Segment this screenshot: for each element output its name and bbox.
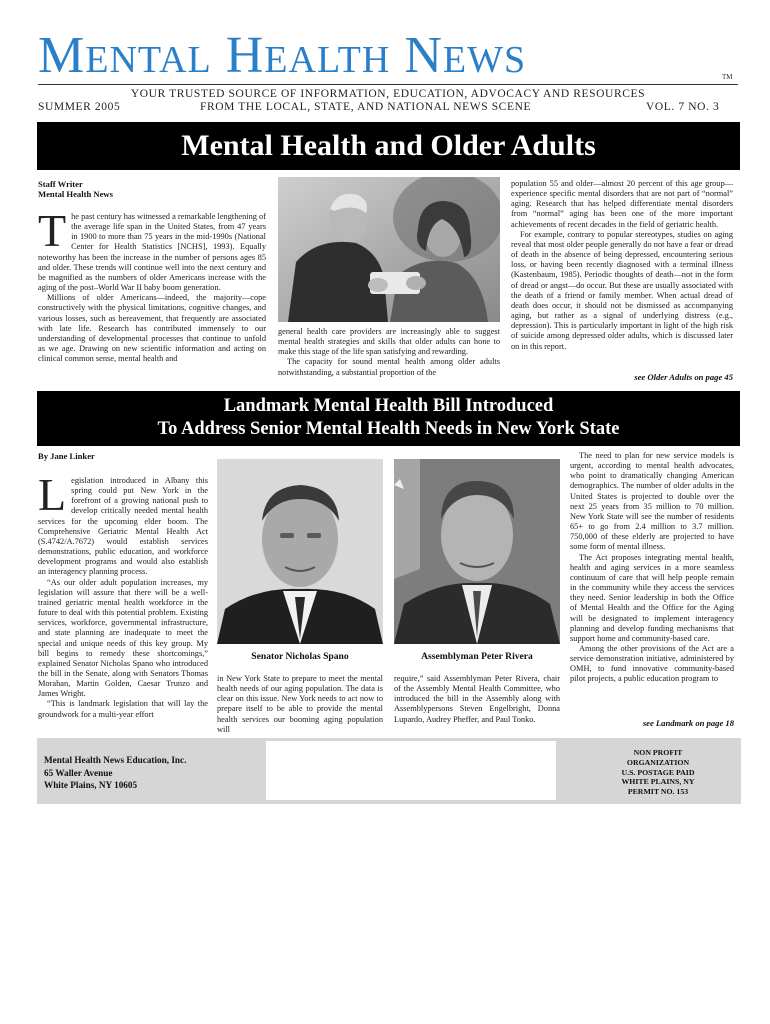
- masthead-title: MENTAL HEALTH NEWS: [38, 27, 527, 84]
- permit-line2: ORGANIZATION: [626, 757, 690, 767]
- article2-col1-p1: egislation introduced in Albany this spring could put New York in the forefront of a growing national push to develop critically needed mental health services for the upcoming elder boom. The Comprehensive Geriatric Mental Health Act (S.4742/A.7672) would establish services demonstrations, public education, and workforce development programs and would also establish an interagency planning process.: [38, 476, 208, 577]
- article2-col2-p1: in New York State to prepare to meet the mental health needs of our aging population. The data is clear on this issue. New York needs to act now to prepare itself to be able to provide the mental health services our booming aging population will: [217, 674, 383, 734]
- article2-col1-p3: “This is landmark legislation that will lay the groundwork for a multi-year effort: [38, 699, 208, 719]
- article1-col2-p2: The capacity for sound mental health among older adults notwithstanding, a substantial proportion of the: [278, 357, 500, 377]
- article2-col3-p1: require,” said Assemblyman Peter Rivera, chair of the Assembly Mental Health Committee, who introduced the bill in the Assembly along with Assemblypersons Steven Engelbright, Donna Lupardo, Audrey Pheffer, and Paul Tonko.: [394, 674, 560, 724]
- article2-headline-block: [37, 391, 740, 446]
- article1-byline2: Mental Health News: [38, 189, 113, 199]
- tagline-line2: FROM THE LOCAL, STATE, AND NATIONAL NEWS SCENE: [200, 101, 532, 113]
- caption-rivera: Assemblyman Peter Rivera: [421, 651, 533, 662]
- article1-col1-p1: he past century has witnessed a remarkable lengthening of the average life span in the United States, from 47 years in 1900 to more than 75 years in the mid-1990s (National Center for Health Statistics [NCHS], 1993). Equally noteworthy has been the increase in the number of persons ages 85 and older. These trends will continue well into the next century and be magnified as the numbers of older Americans increase with the aging of the post–World War II baby boom generation.: [38, 212, 266, 293]
- article1-col2-p1: general health care providers are increasingly able to suggest mental health strategies and skills that older adults can hone to make this stage of the life span satisfying and rewarding.: [278, 327, 500, 357]
- article1-byline1: Staff Writer: [38, 179, 83, 189]
- article1-col3-p2: For example, contrary to popular stereotypes, studies on aging reveal that most older people generally do not have a fear or dread of death in the absence of being depressed, encountering serious loss, or having been recently diagnosed with a terminal illness (Kastenbaum, 1985). Periodic thoughts of death—not in the form of dread or angst—do occur. But these are usually associated with the death of a friend or family member. When actual dread of death does occur, it should not be dismissed as accompanying aging, but rather as a signal of underlying distress (e.g., depression). This is particularly important in light of the high risk of suicide among depressed older adults, which is discussed later on in this report.: [511, 229, 733, 351]
- issue-date: SUMMER 2005: [38, 101, 121, 113]
- postage-permit: [588, 748, 728, 797]
- article1-col1-p2: Millions of older Americans—indeed, the majority—cope constructively with the physical limitations, cognitive changes, and various losses, such as bereavement, that frequently are associated with late life. Research has contributed immensely to our understanding of developmental processes that continue to unfold as we age. Drawing on new scientific information and acting on clinical common sense, mental health and: [38, 293, 266, 364]
- article2-column-4: [570, 451, 734, 709]
- permit-line1: NON PROFIT: [633, 748, 683, 757]
- article2-column-1: [38, 476, 208, 761]
- return-address: [44, 754, 186, 792]
- address-line3: White Plains, NY 10605: [44, 780, 138, 790]
- article1-col3-p1: population 55 and older—almost 20 percent of this age group—experience specific mental disorders that are not part of “normal” aging. Research that has helped differentiate mental disorders from “normal” aging has been one of the more important achievements of recent decades in the field of geriatric health.: [511, 179, 733, 229]
- tagline-line1: YOUR TRUSTED SOURCE OF INFORMATION, EDUCATION, ADVOCACY AND RESOURCES: [130, 88, 646, 100]
- article2-byline: By Jane Linker: [38, 451, 95, 461]
- article2-col4-p1: The need to plan for new service models is urgent, according to mental health advocates, who point to dramatically changing American demographics. The number of older adults in the United States is projected to double over the next 25 years from 35 million to 70 million. New York State will see the number of residents 65+ to go from 2.4 million to 3.7 million. 750,000 of these elderly are projected to have some form of mental illness.: [570, 451, 734, 552]
- trademark: TM: [722, 73, 733, 81]
- article2-col4-p3: Among the other provisions of the Act are a service demonstration initiative, administered by OMH, to fund innovative community-based pilot projects, a public education program to: [570, 643, 734, 684]
- article2-jump-link[interactable]: see Landmark on page 18: [642, 718, 734, 728]
- article2-headline-line2: To Address Senior Mental Health Needs in New York State: [157, 419, 620, 439]
- article2-headline-line1: Landmark Mental Health Bill Introduced: [223, 396, 554, 416]
- older-couple-photo: [278, 177, 500, 322]
- caption-spano: Senator Nicholas Spano: [251, 651, 349, 662]
- article1-dropcap: T: [38, 212, 67, 256]
- article1-column-2: [278, 327, 500, 385]
- article2-col1-p2: “As our older adult population increases, my legislation will assure that there will be a well-trained geriatric mental health workforce in the future to deal with this potential problem. Existing services, workforce, governmental infrastructure, and state planning are inadequate to meet the special and unique needs of this key group. My bill begins to remedy these shortcomings,” explained Senator Nicholas Spano who introduced the bill in the Senate, along with Senators Thomas Morahan, Martin Golden, Caesar Trunzo and James Wright.: [38, 577, 208, 699]
- article1-column-3: [511, 179, 733, 363]
- article1-headline: Mental Health and Older Adults: [37, 122, 740, 170]
- masthead-rule: [38, 84, 738, 85]
- article2-dropcap: L: [38, 476, 67, 520]
- permit-line4: WHITE PLAINS, NY: [621, 777, 695, 787]
- article2-col4-p2: The Act proposes integrating mental health, health and aging services in a more seamless continuum of care that will help people remain in the community while they access the services they need. Senior leadership in both the Office of Mental Health and the Office for the Aging will be designated to implement interagency planning and develop funding mechanisms that support home and community-based care.: [570, 552, 734, 643]
- article2-column-3: [394, 674, 560, 736]
- article2-column-2: [217, 674, 383, 736]
- permit-line5: PERMIT NO. 153: [627, 787, 689, 797]
- mailing-label-area: [266, 741, 556, 800]
- permit-line3: U.S. POSTAGE PAID: [621, 767, 695, 777]
- senator-spano-photo: [217, 459, 383, 644]
- article1-column-1: [38, 212, 266, 384]
- address-line1: Mental Health News Education, Inc.: [44, 755, 187, 765]
- address-line2: 65 Waller Avenue: [44, 767, 113, 778]
- article1-jump-link[interactable]: see Older Adults on page 45: [634, 372, 733, 382]
- assemblyman-rivera-photo: [394, 459, 560, 644]
- volume-number: VOL. 7 NO. 3: [646, 101, 720, 113]
